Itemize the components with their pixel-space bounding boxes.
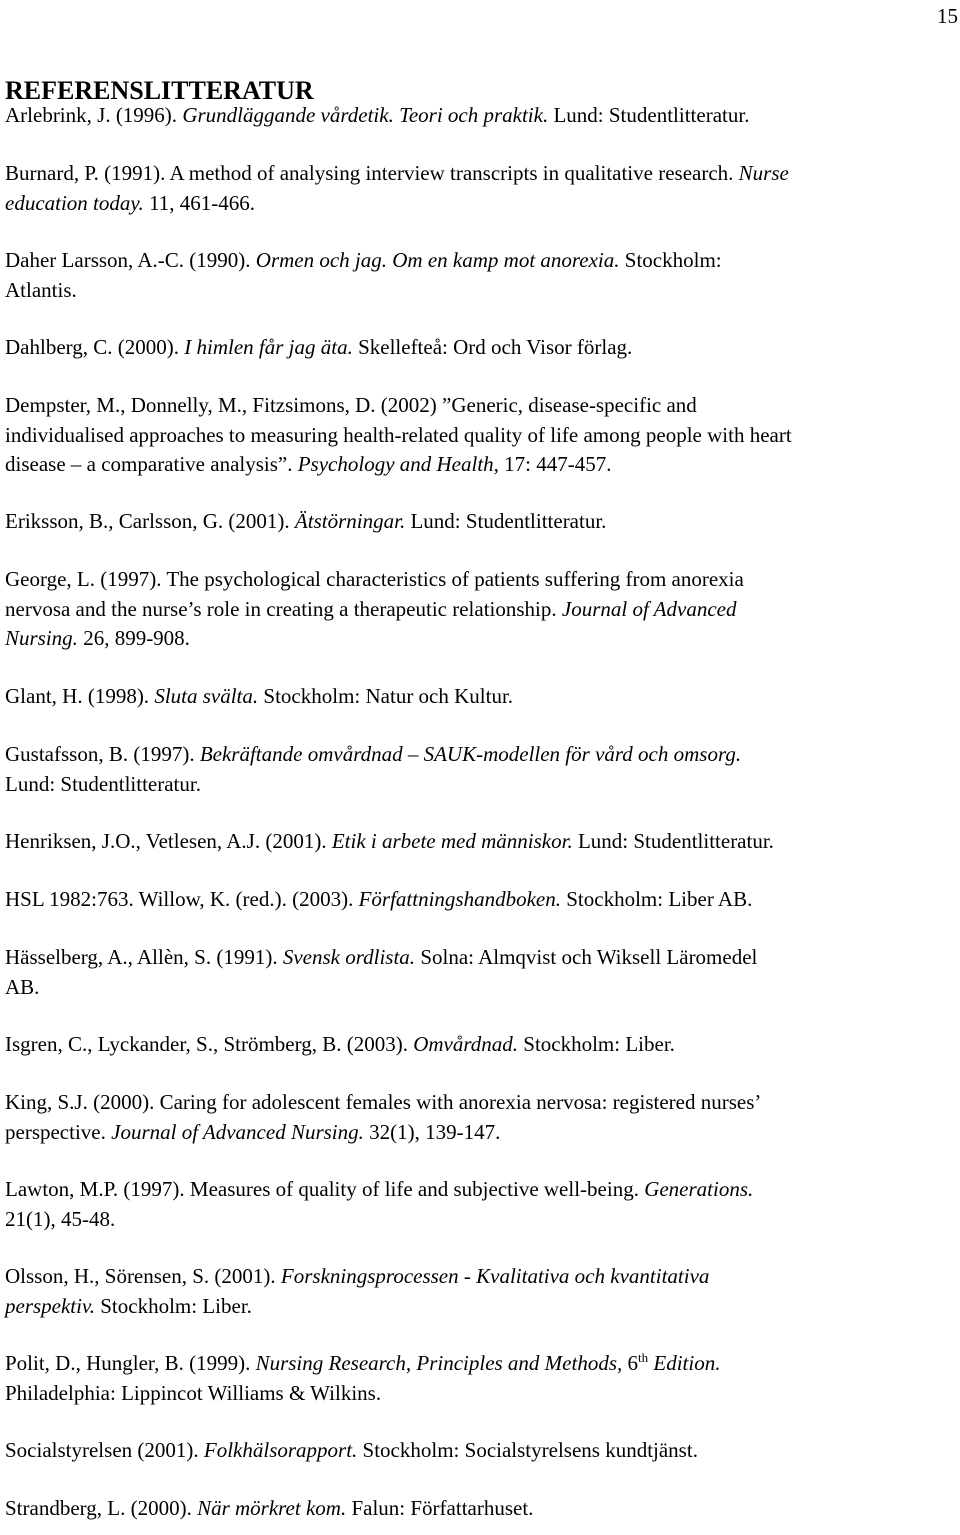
reference-italic-text: perspektiv. <box>5 1293 95 1318</box>
reference-text: 32(1), 139-147. <box>363 1119 501 1144</box>
reference-italic-text: Sluta svälta. <box>154 684 259 708</box>
reference-text: Lund: Studentlitteratur. <box>572 829 774 853</box>
reference-text: Arlebrink, J. (1996). <box>5 103 183 127</box>
reference-line <box>5 1262 960 1292</box>
reference-italic-text: I himlen får jag äta. <box>184 335 353 359</box>
reference-text: Eriksson, B., Carlsson, G. (2001). <box>5 509 295 533</box>
reference-line <box>5 885 960 915</box>
reference-text: 26, 899-908. <box>77 626 190 650</box>
reference-italic-text: Psychology and Health, <box>297 452 499 476</box>
reference-text: Falun: Författarhuset. <box>346 1496 534 1520</box>
reference-line <box>5 624 960 654</box>
reference-line <box>5 943 960 973</box>
reference-entry <box>5 246 960 305</box>
reference-italic-text: Nurse <box>738 161 789 185</box>
reference-italic-text: Edition. <box>648 1351 721 1375</box>
reference-text: 21(1), 45-48. <box>5 1206 116 1231</box>
reference-text: Stockholm: <box>619 248 722 272</box>
reference-text: Dahlberg, C. (2000). <box>5 335 185 359</box>
reference-italic-text: Etik i arbete med människor. <box>331 829 573 853</box>
reference-text: Stockholm: Liber AB. <box>561 887 753 911</box>
reference-italic-text: När mörkret kom. <box>197 1496 347 1520</box>
reference-text: th <box>638 1350 649 1365</box>
reference-text: Philadelphia: Lippincot Williams & Wilkins. <box>5 1380 382 1405</box>
reference-line <box>5 827 960 857</box>
reference-italic-text: Bekräftande omvårdnad – SAUK-modellen för vård och omsorg. <box>199 742 742 766</box>
reference-italic-text: Svensk ordlista. <box>282 945 416 969</box>
reference-text: George, L. (1997). The psychological characteristics of patients suffering from anorexia <box>5 567 744 591</box>
reference-italic-text: Grundläggande vårdetik. Teori och praktik. <box>182 103 549 127</box>
reference-text: Olsson, H., Sörensen, S. (2001). <box>5 1264 281 1288</box>
reference-italic-text: Folkhälsorapport. <box>203 1438 358 1462</box>
reference-text: Solna: Almqvist och Wiksell Läromedel <box>415 945 758 969</box>
reference-line <box>5 740 960 770</box>
reference-italic-text: Nursing. <box>5 626 78 650</box>
reference-text: Stockholm: Socialstyrelsens kundtjänst. <box>357 1438 698 1462</box>
reference-text: Strandberg, L. (2000). <box>5 1496 198 1520</box>
reference-text: Daher Larsson, A.-C. (1990). <box>5 248 256 272</box>
reference-line <box>5 391 960 421</box>
reference-line <box>5 189 960 219</box>
reference-entry <box>5 682 960 712</box>
reference-text: Isgren, C., Lyckander, S., Strömberg, B. (2003). <box>5 1032 414 1056</box>
reference-text: Atlantis. <box>5 277 77 302</box>
reference-text: Hässelberg, A., Allèn, S. (1991). <box>5 945 283 969</box>
reference-text: Socialstyrelsen (2001). <box>5 1438 204 1462</box>
reference-line <box>5 1379 960 1409</box>
reference-entry <box>5 1088 960 1147</box>
reference-entry <box>5 943 960 1002</box>
reference-text: Lawton, M.P. (1997). Measures of quality of life and subjective well-being. <box>5 1177 645 1201</box>
reference-text: Stockholm: Liber. <box>95 1293 252 1318</box>
reference-text: 17: 447-457. <box>498 452 612 476</box>
reference-text: AB. <box>5 974 40 999</box>
reference-line <box>5 333 960 363</box>
reference-line <box>5 101 960 131</box>
reference-text: Gustafsson, B. (1997). <box>5 742 200 766</box>
reference-text: disease – a comparative analysis”. <box>5 452 298 476</box>
reference-text: individualised approaches to measuring health-related quality of life among people with heart <box>5 422 792 447</box>
reference-text: Stockholm: Liber. <box>518 1032 675 1056</box>
reference-entry <box>5 1349 960 1408</box>
reference-text: Burnard, P. (1991). A method of analysing interview transcripts in qualitative research. <box>5 161 739 185</box>
reference-entry <box>5 740 960 799</box>
reference-text: Henriksen, J.O., Vetlesen, A.J. (2001). <box>5 829 332 853</box>
reference-italic-text: Journal of Advanced <box>561 596 737 621</box>
reference-line <box>5 246 960 276</box>
reference-text: Lund: Studentlitteratur. <box>5 771 201 796</box>
reference-text: 11, 461-466. <box>143 190 256 215</box>
reference-line <box>5 565 960 595</box>
reference-line <box>5 1292 960 1322</box>
reference-line <box>5 595 960 625</box>
reference-italic-text: Omvårdnad. <box>413 1032 519 1056</box>
reference-line <box>5 507 960 537</box>
reference-italic-text: Journal of Advanced Nursing. <box>111 1119 364 1144</box>
reference-entry <box>5 1262 960 1321</box>
reference-entry <box>5 507 960 537</box>
reference-entry <box>5 1030 960 1060</box>
reference-text: Polit, D., Hungler, B. (1999). <box>5 1351 256 1375</box>
reference-line <box>5 1436 960 1466</box>
reference-line <box>5 1494 960 1524</box>
reference-line <box>5 1118 960 1148</box>
reference-entry <box>5 101 960 131</box>
reference-text: Skellefteå: Ord och Visor förlag. <box>352 335 633 359</box>
reference-italic-text: Ätstörningar. <box>294 509 406 533</box>
reference-line <box>5 682 960 712</box>
reference-text: Dempster, M., Donnelly, M., Fitzsimons, D. (2002) ”Generic, disease-specific and <box>5 393 697 417</box>
reference-entry <box>5 827 960 857</box>
reference-text: 6 <box>627 1351 639 1375</box>
reference-line <box>5 450 960 480</box>
reference-text: Lund: Studentlitteratur. <box>548 103 750 127</box>
reference-entry <box>5 1494 960 1524</box>
reference-line <box>5 770 960 800</box>
reference-text: HSL 1982:763. Willow, K. (red.). (2003). <box>5 887 359 911</box>
page-title: REFERENSLITTERATUR <box>5 76 314 105</box>
reference-text: Lund: Studentlitteratur. <box>405 509 607 533</box>
reference-text: Glant, H. (1998). <box>5 684 155 708</box>
reference-entry <box>5 565 960 654</box>
reference-line <box>5 159 960 189</box>
reference-entry <box>5 1175 960 1234</box>
reference-line <box>5 1205 960 1235</box>
reference-entry <box>5 885 960 915</box>
reference-entry <box>5 159 960 218</box>
reference-line <box>5 1088 960 1118</box>
reference-italic-text: Ormen och jag. Om en kamp mot anorexia. <box>255 248 620 272</box>
reference-text: Stockholm: Natur och Kultur. <box>258 684 514 708</box>
reference-text: nervosa and the nurse’s role in creating a therapeutic relationship. <box>5 596 562 621</box>
reference-italic-text: Författningshandboken. <box>358 887 561 911</box>
reference-text: perspective. <box>5 1119 112 1144</box>
reference-line <box>5 1175 960 1205</box>
reference-entry <box>5 391 960 480</box>
reference-entry <box>5 1436 960 1466</box>
reference-italic-text: Generations. <box>644 1177 754 1201</box>
reference-line <box>5 1030 960 1060</box>
reference-line <box>5 421 960 451</box>
page-number: 15 <box>937 4 958 28</box>
reference-line <box>5 973 960 1003</box>
reference-italic-text: Forskningsprocessen - Kvalitativa och kvantitativa <box>280 1264 710 1288</box>
reference-italic-text: education today. <box>5 190 144 215</box>
reference-italic-text: Nursing Research, Principles and Methods, <box>255 1351 628 1375</box>
reference-text: King, S.J. (2000). Caring for adolescent females with anorexia nervosa: registered nurses’ <box>5 1090 762 1114</box>
reference-line <box>5 276 960 306</box>
reference-line <box>5 1349 960 1379</box>
reference-entry <box>5 333 960 363</box>
